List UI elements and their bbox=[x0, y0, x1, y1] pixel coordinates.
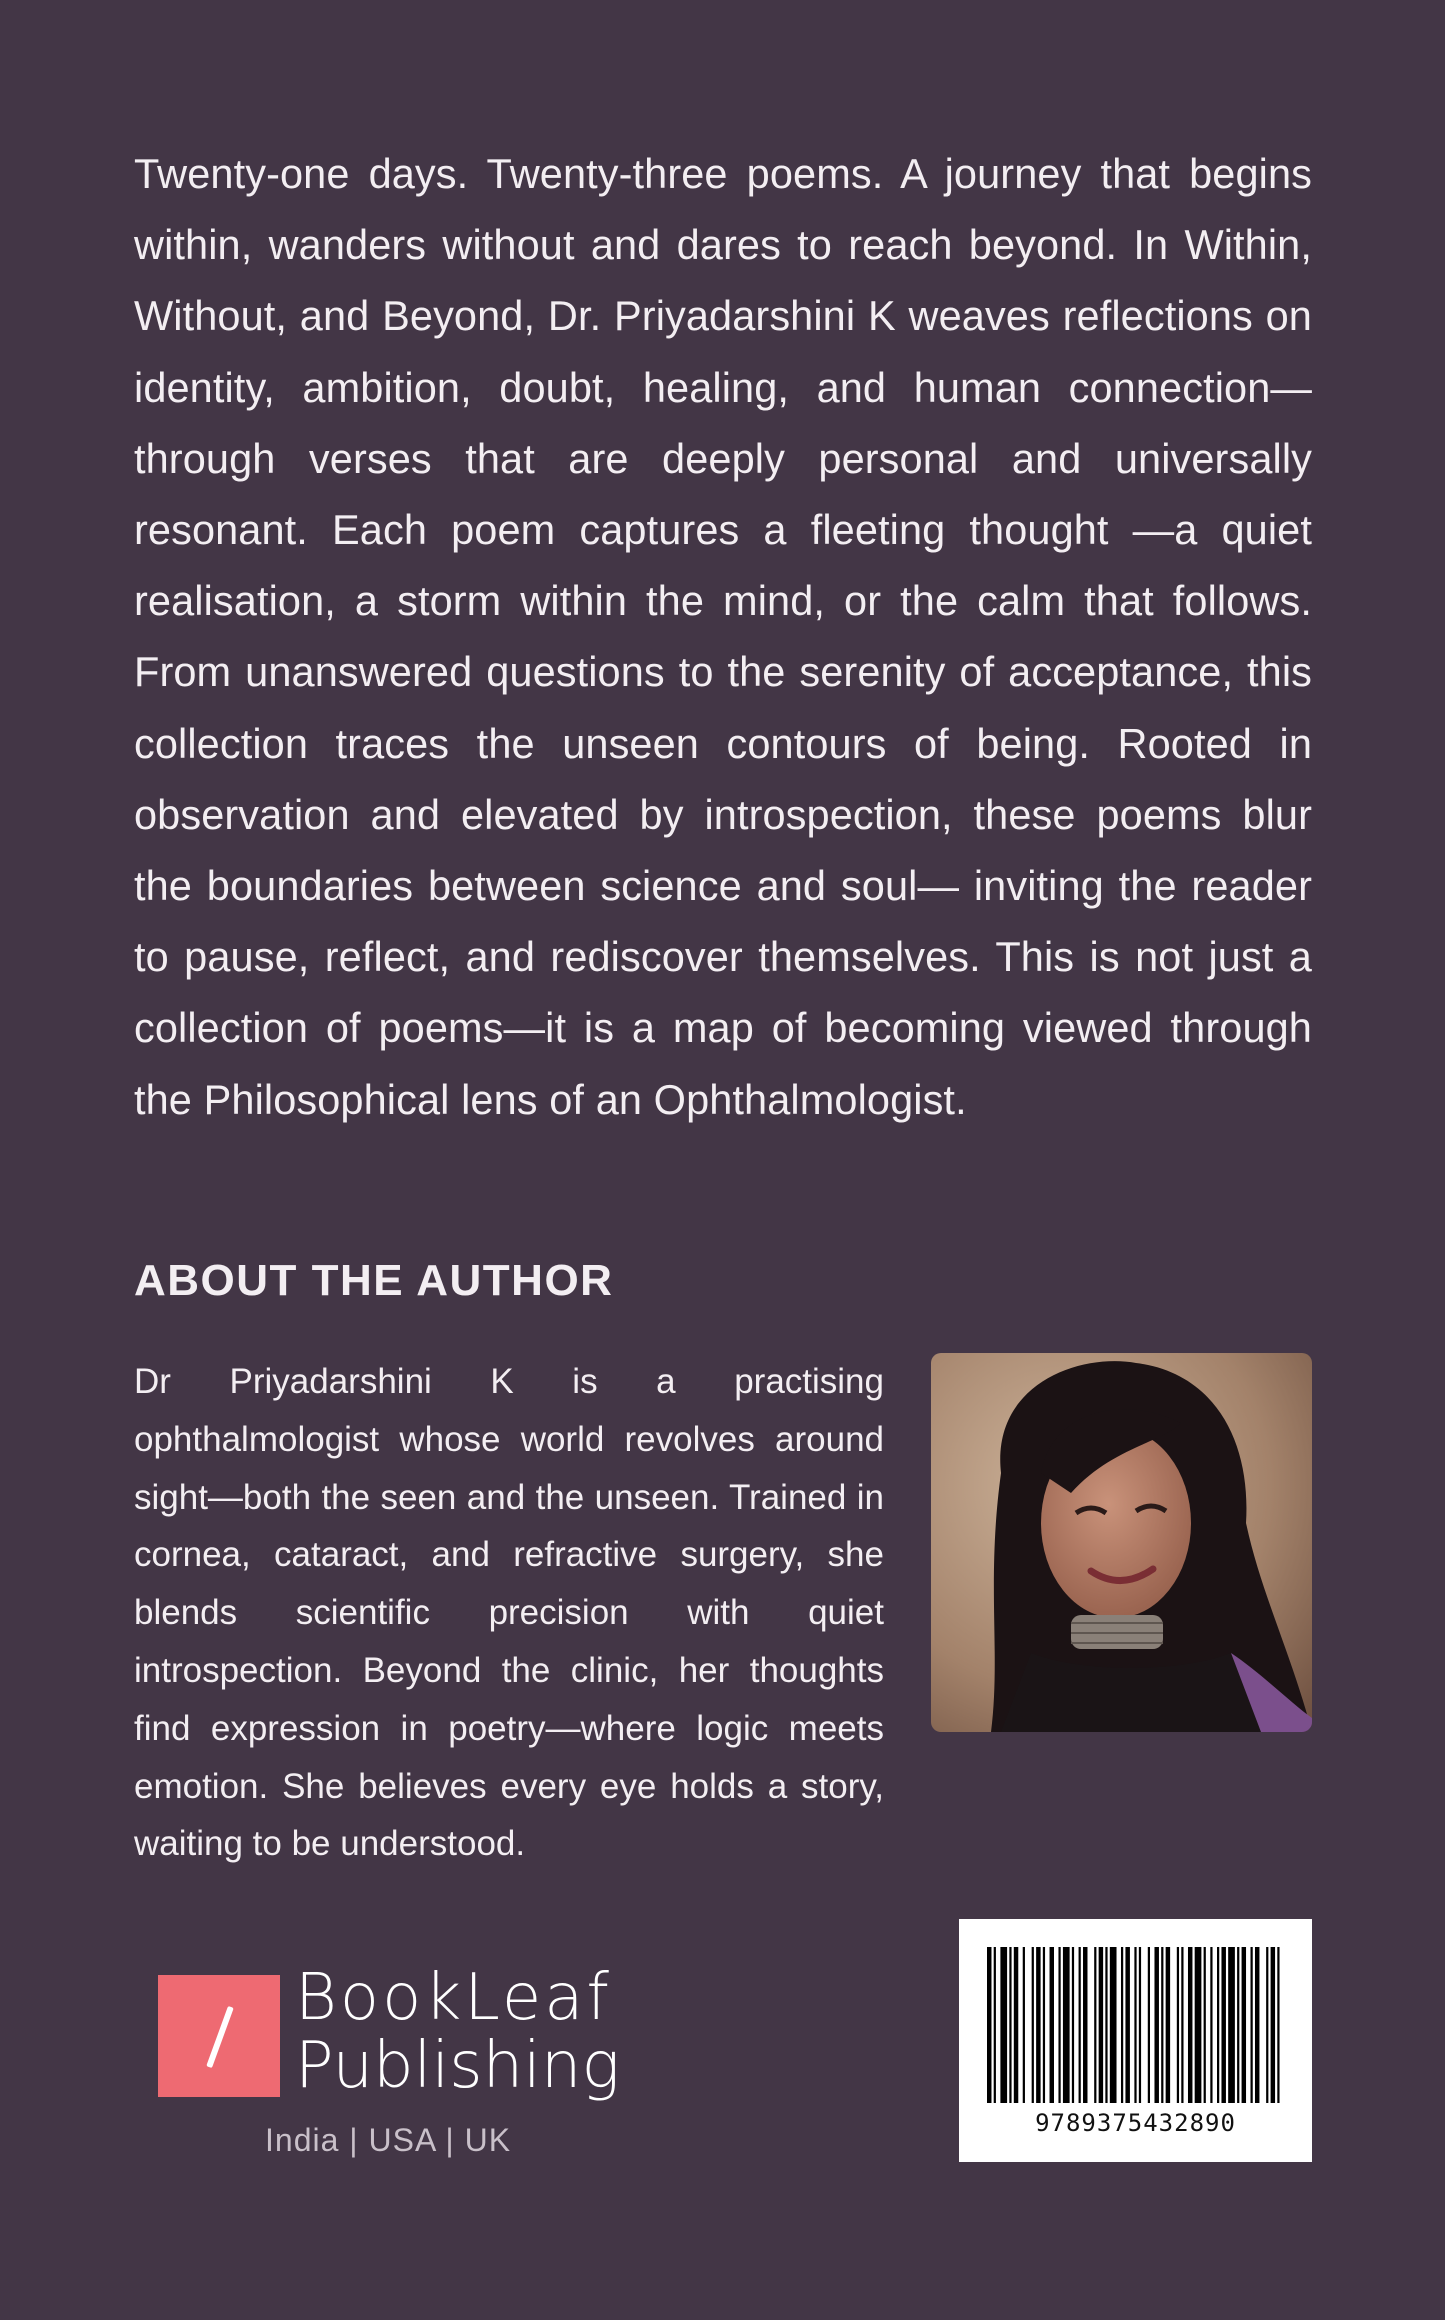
publisher-name-line2: Publishing bbox=[295, 2029, 620, 2103]
publisher-name bbox=[295, 1961, 620, 2103]
bookleaf-logo-icon bbox=[158, 1975, 280, 2097]
barcode-bars bbox=[987, 1947, 1284, 2103]
author-bio: Dr Priyadarshini K is a practising ophthalmologist whose world revolves around sight—both the seen and the unseen. Trained in cornea, cataract, and refractive surgery, she blends scientific precision with quiet introspection. Beyond the clinic, her thoughts find expression in poetry—where logic meets emotion. She believes every eye holds a story, waiting to be understood. bbox=[134, 1362, 884, 1864]
publisher-regions: India | USA | UK bbox=[265, 2122, 512, 2158]
isbn-number: 9789375432890 bbox=[1035, 2109, 1236, 2137]
barcode bbox=[959, 1919, 1312, 2162]
book-description: Twenty-one days. Twenty-three poems. A journey that begins within, wanders without and dares to reach beyond. In Within, Without, and Beyond, Dr. Priyadarshini K weaves reflections on identity, ambition, doubt, healing, and human connection—through verses that are deeply personal and universally resonant. Each poem captures a fleeting thought —a quiet realisation, a storm within the mind, or the calm that follows. From unanswered questions to the serenity of acceptance, this collection traces the unseen contours of being. Rooted in observation and elevated by introspection, these poems blur the boundaries between science and soul— inviting the reader to pause, reflect, and rediscover themselves. This is not just a collection of poems—it is a map of becoming viewed through the Philosophical lens of an Ophthalmologist. bbox=[134, 150, 1312, 1123]
publisher-name-line1: BookLeaf bbox=[295, 1961, 612, 2035]
author-photo bbox=[931, 1353, 1312, 1732]
about-author-heading: ABOUT THE AUTHOR bbox=[134, 1256, 614, 1305]
